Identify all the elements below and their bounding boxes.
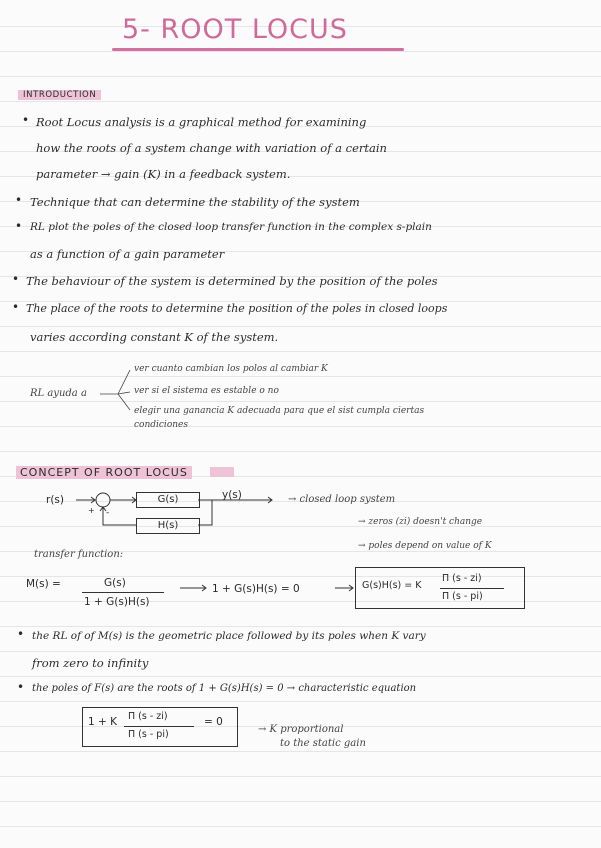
branch-arrow-1 [118,370,130,394]
branch-arrow-2 [118,392,130,394]
boxed-numerator: Π (s - zi) [442,573,482,584]
k-note-1: → K proportional [258,724,344,735]
poles-note: → poles depend on value of K [358,541,492,551]
final-numerator: Π (s - zi) [128,711,168,722]
intro-heading: INTRODUCTION [18,90,101,100]
feedback-block-label: H(s) [157,520,179,531]
bullet-dot: • [15,193,23,207]
bullet-dot: • [12,300,20,314]
intro-line-8: The place of the roots to determine the position of the poles in closed loops [26,302,448,315]
feedback-path [198,500,212,525]
page-title: 5- ROOT LOCUS [122,14,348,45]
intro-line-3: parameter → gain (K) in a feedback system. [36,167,291,181]
output-label: y(s) [222,489,242,501]
intro-line-4: Technique that can determine the stability of the system [30,195,360,209]
intro-line-7: The behaviour of the system is determined by the position of the poles [26,274,438,288]
intro-line-9: varies according constant K of the system. [30,330,279,344]
feedback-return [103,507,136,525]
intro-line-5: RL plot the poles of the closed loop transfer function in the complex s-plain [30,221,432,233]
minus-sign: - [106,508,110,518]
concept-bullet-1b: from zero to infinity [32,656,149,670]
boxed-lhs: G(s)H(s) = K [362,580,422,591]
char-eq: 1 + G(s)H(s) = 0 [212,583,300,595]
rl-label: RL ayuda a [30,388,87,399]
concept-bullet-2: the poles of F(s) are the roots of 1 + G(s)H(s) = 0 → characteristic equation [32,683,417,694]
intro-line-2: how the roots of a system change with variation of a certain [36,141,387,155]
final-lhs: 1 + K [88,716,118,728]
intro-line-6: as a function of a gain parameter [30,247,225,261]
zeros-note: → zeros (zi) doesn't change [358,517,483,527]
boxed-denominator: Π (s - pi) [442,591,483,602]
final-denominator: Π (s - pi) [128,729,169,740]
bullet-dot: • [12,272,20,286]
concept-bullet-1: the RL of of M(s) is the geometric place followed by its poles when K vary [32,630,426,642]
plus-sign: + [88,506,95,515]
k-note-2: to the static gain [280,738,366,749]
intro-line-1: Root Locus analysis is a graphical method for examining [36,115,367,129]
closed-loop-note: → closed loop system [288,494,396,505]
final-rhs: = 0 [204,716,223,728]
rl-use-1: ver cuanto cambian los polos al cambiar K [134,364,328,374]
bullet-dot: • [17,627,25,641]
bullet-dot: • [15,219,23,233]
bullet-dot: • [22,113,30,127]
rl-use-2: ver si el sistema es estable o no [134,386,279,396]
tf-lhs: M(s) = [26,578,61,590]
forward-block-label: G(s) [157,494,179,505]
tf-numerator: G(s) [104,577,126,589]
rl-use-3: elegir una ganancia K adecuada para que el sist cumpla ciertas [134,406,425,416]
branch-arrow-3 [118,394,130,410]
input-label: r(s) [46,494,64,506]
summing-junction [96,493,110,507]
concept-heading: CONCEPT OF ROOT LOCUS [16,466,192,479]
tf-denominator: 1 + G(s)H(s) [84,596,150,608]
tf-label: transfer function: [34,549,124,560]
bullet-dot: • [17,680,25,694]
rl-use-4: condiciones [134,420,188,430]
